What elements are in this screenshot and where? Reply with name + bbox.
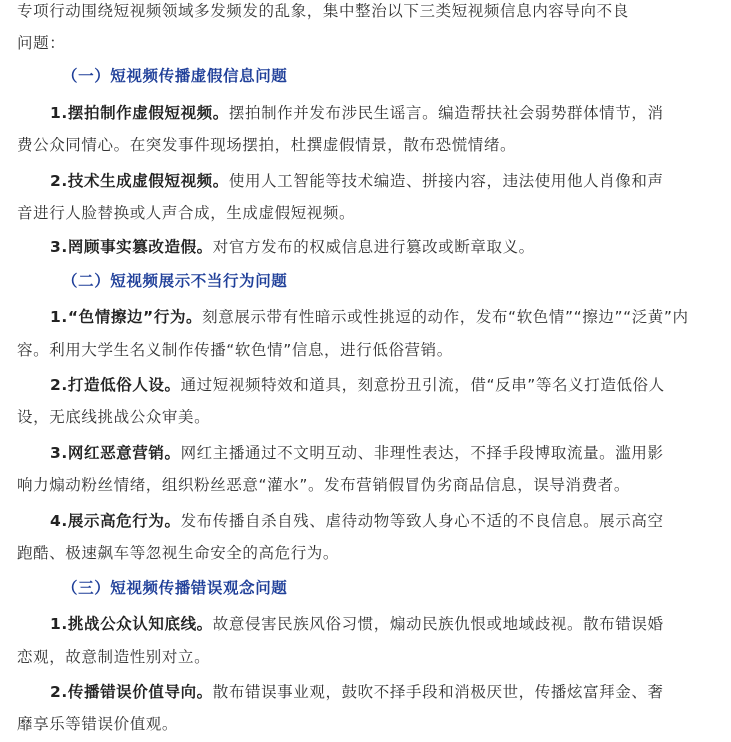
paragraph-line	[50, 613, 731, 635]
item-text: 散布错误事业观，鼓吹不择手段和消极厌世，传播炫富拜金、奢	[212, 683, 664, 701]
item-text: 刻意展示带有性暗示或性挑逗的动作，发布“软色情”“擦边”“泛黄”内	[202, 308, 689, 326]
item-title: 1.摆拍制作虚假短视频。	[50, 104, 229, 122]
paragraph-line: 设，无底线挑战公众审美。	[17, 408, 211, 426]
item-text: 发布传播自杀自残、虐待动物等致人身心不适的不良信息。展示高空	[180, 512, 664, 530]
section-heading-1: （一）短视频传播虚假信息问题	[62, 67, 288, 85]
section-heading-3: （三）短视频传播错误观念问题	[62, 579, 288, 597]
intro-line-2: 问题：	[17, 34, 66, 52]
paragraph-line: 容。利用大学生名义制作传播“软色情”信息，进行低俗营销。	[17, 341, 453, 359]
paragraph-line	[50, 442, 731, 464]
item-title: 4.展示高危行为。	[50, 512, 181, 530]
item-text: 网红主播通过不文明互动、非理性表达，不择手段博取流量。滥用影	[180, 444, 664, 462]
item-title: 2.传播错误价值导向。	[50, 683, 213, 701]
item-title: 2.打造低俗人设。	[50, 376, 181, 394]
paragraph-line	[50, 681, 731, 703]
paragraph-line	[50, 510, 731, 532]
item-title: 2.技术生成虚假短视频。	[50, 172, 229, 190]
item-text: 使用人工智能等技术编造、拼接内容，违法使用他人肖像和声	[228, 172, 664, 190]
item-text: 对官方发布的权威信息进行篡改或断章取义。	[212, 238, 535, 256]
paragraph-line	[50, 374, 731, 396]
item-title: 3.罔顾事实篡改造假。	[50, 238, 213, 256]
paragraph-line: 音进行人脸替换或人声合成，生成虚假短视频。	[17, 204, 356, 222]
paragraph-line	[50, 306, 731, 328]
paragraph-line: 响力煽动粉丝情绪，组织粉丝恶意“灌水”。发布营销假冒伪劣商品信息，误导消费者。	[17, 476, 630, 494]
paragraph-line: 费公众同情心。在突发事件现场摆拍，杜撰虚假情景，散布恐慌情绪。	[17, 136, 517, 154]
paragraph-line: 恋观，故意制造性别对立。	[17, 648, 211, 666]
item-title: 1.挑战公众认知底线。	[50, 615, 213, 633]
paragraph-line	[50, 102, 731, 124]
item-text: 通过短视频特效和道具，刻意扮丑引流，借“反串”等名义打造低俗人	[180, 376, 665, 394]
intro-line-1: 专项行动围绕短视频领域多发频发的乱象，集中整治以下三类短视频信息内容导向不良	[17, 2, 629, 20]
section-heading-2: （二）短视频展示不当行为问题	[62, 272, 288, 290]
paragraph-line: 靡享乐等错误价值观。	[17, 715, 179, 733]
item-text: 摆拍制作并发布涉民生谣言。编造帮扶社会弱势群体情节，消	[228, 104, 664, 122]
paragraph-line	[50, 170, 731, 192]
item-text: 故意侵害民族风俗习惯，煽动民族仇恨或地域歧视。散布错误婚	[212, 615, 664, 633]
item-title: 3.网红恶意营销。	[50, 444, 181, 462]
item-title: 1.“色情擦边”行为。	[50, 308, 203, 326]
paragraph-line	[50, 236, 731, 258]
paragraph-line: 跑酷、极速飙车等忽视生命安全的高危行为。	[17, 544, 340, 562]
